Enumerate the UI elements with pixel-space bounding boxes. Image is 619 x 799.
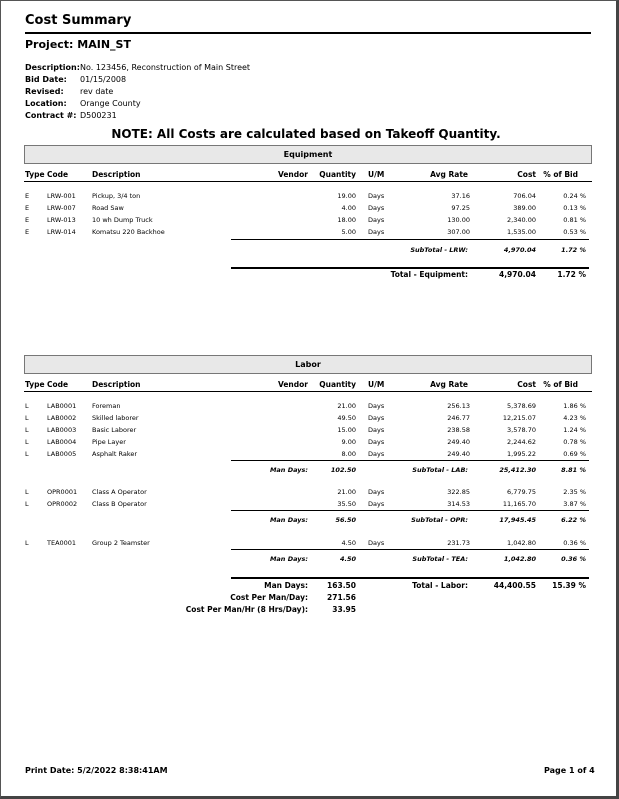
equipment-row-description: Road Saw [92, 204, 124, 212]
labor-man-days-value: 4.50 [339, 555, 356, 563]
report-title: Cost Summary [25, 13, 132, 28]
labor-total-label: Total - Labor: [412, 581, 468, 590]
labor-row-code: LAB0005 [47, 450, 77, 458]
labor-subtotal-rule [231, 460, 589, 461]
labor-man-days-label: Man Days: [269, 466, 308, 474]
labor-row-type: L [25, 500, 29, 508]
labor-subtotal-cost: 25,412.30 [499, 466, 536, 474]
labor-total-rule [231, 577, 589, 579]
equipment-subtotal-label: SubTotal - LRW: [410, 246, 468, 254]
equipment-col-quantity: Quantity [319, 170, 356, 179]
labor-row-avg-rate: 249.40 [447, 450, 470, 458]
equipment-row-code: LRW-013 [47, 216, 76, 224]
labor-row-type: L [25, 438, 29, 446]
labor-row-type: L [25, 414, 29, 422]
labor-row-quantity: 21.00 [337, 488, 356, 496]
labor-subtotal-label: SubTotal - TEA: [412, 555, 468, 563]
equipment-row-avg-rate: 130.00 [447, 216, 470, 224]
equipment-col-avg-rate: Avg Rate [430, 170, 468, 179]
labor-col-type: Type [25, 380, 45, 389]
labor-row-description: Class A Operator [92, 488, 147, 496]
page-number: Page 1 of 4 [544, 766, 595, 775]
labor-col-pct-bid: % of Bid [543, 380, 578, 389]
labor-man-days-label: Man Days: [269, 555, 308, 563]
labor-col-avg-rate: Avg Rate [430, 380, 468, 389]
equipment-row-pct: 0.53 % [563, 228, 586, 236]
labor-subtotal-rule [231, 510, 589, 511]
info-label: Contract #: [25, 111, 77, 120]
labor-row-description: Foreman [92, 402, 121, 410]
labor-subtotal-pct: 0.36 % [561, 555, 586, 563]
labor-row-um: Days [368, 500, 385, 508]
labor-row-code: OPR0001 [47, 488, 78, 496]
info-label: Description: [25, 63, 80, 72]
equipment-total-label: Total - Equipment: [390, 270, 468, 279]
labor-subtotal-cost: 1,042.80 [503, 555, 536, 563]
equipment-row-avg-rate: 37.16 [451, 192, 470, 200]
labor-row-type: L [25, 488, 29, 496]
equipment-subtotal-pct: 1.72 % [561, 246, 586, 254]
labor-row-quantity: 15.00 [337, 426, 356, 434]
labor-subtotal-rule [231, 549, 589, 550]
labor-row-cost: 11,165.70 [502, 500, 536, 508]
equipment-row-type: E [25, 204, 30, 212]
equipment-subtotal-cost: 4,970.04 [503, 246, 536, 254]
labor-man-days-label: Man Days: [269, 516, 308, 524]
equipment-col-um: U/M [368, 170, 385, 179]
project-name: Project: MAIN_ST [25, 38, 131, 51]
equipment-row-quantity: 18.00 [337, 216, 356, 224]
labor-row-cost: 5,378.69 [507, 402, 536, 410]
labor-row-description: Asphalt Raker [92, 450, 138, 458]
labor-row-pct: 1.24 % [563, 426, 586, 434]
equipment-total-cost: 4,970.04 [498, 270, 536, 279]
labor-subtotal-pct: 6.22 % [561, 516, 586, 524]
labor-row-type: L [25, 426, 29, 434]
labor-row-pct: 0.69 % [563, 450, 586, 458]
labor-row-avg-rate: 249.40 [447, 438, 470, 446]
labor-row-um: Days [368, 488, 385, 496]
labor-cost-per-day-label: Cost Per Man/Day: [230, 593, 308, 602]
labor-row-avg-rate: 231.73 [447, 539, 470, 547]
equipment-subtotal-rule [231, 239, 589, 240]
equipment-col-type: Type [25, 170, 45, 179]
labor-row-quantity: 35.50 [337, 500, 356, 508]
labor-row-quantity: 21.00 [337, 402, 356, 410]
labor-total-pct: 15.39 % [552, 581, 586, 590]
labor-row-avg-rate: 322.85 [447, 488, 470, 496]
labor-row-cost: 6,779.75 [507, 488, 536, 496]
labor-row-um: Days [368, 539, 385, 547]
labor-cost-per-hr: 33.95 [332, 605, 356, 614]
equipment-header-rule [24, 181, 592, 182]
labor-row-um: Days [368, 450, 385, 458]
info-label: Bid Date: [25, 75, 67, 84]
labor-row-code: OPR0002 [47, 500, 78, 508]
info-value: rev date [80, 87, 114, 96]
labor-row-um: Days [368, 438, 385, 446]
labor-row-quantity: 8.00 [341, 450, 356, 458]
equipment-row-pct: 0.24 % [563, 192, 586, 200]
labor-row-type: L [25, 450, 29, 458]
labor-header-rule [24, 391, 592, 392]
labor-row-um: Days [368, 426, 385, 434]
labor-subtotal-label: SubTotal - LAB: [412, 466, 468, 474]
labor-section-header: Labor [24, 355, 592, 374]
equipment-row-description: Komatsu 220 Backhoe [92, 228, 165, 236]
labor-subtotal-label: SubTotal - OPR: [411, 516, 468, 524]
labor-row-pct: 1.86 % [563, 402, 586, 410]
equipment-row-um: Days [368, 204, 385, 212]
labor-row-pct: 3.87 % [563, 500, 586, 508]
equipment-section-header: Equipment [24, 145, 592, 164]
info-value: Orange County [80, 99, 141, 108]
labor-row-description: Skilled laborer [92, 414, 139, 422]
equipment-col-pct-bid: % of Bid [543, 170, 578, 179]
equipment-row-avg-rate: 307.00 [447, 228, 470, 236]
labor-row-avg-rate: 238.58 [447, 426, 470, 434]
equipment-row-um: Days [368, 216, 385, 224]
equipment-row-description: 10 wh Dump Truck [92, 216, 153, 224]
equipment-row-type: E [25, 216, 30, 224]
title-divider [25, 32, 591, 34]
equipment-row-quantity: 5.00 [341, 228, 356, 236]
labor-col-vendor: Vendor [277, 380, 308, 389]
labor-cost-per-hr-label: Cost Per Man/Hr (8 Hrs/Day): [185, 605, 308, 614]
labor-row-pct: 0.36 % [563, 539, 586, 547]
info-label: Location: [25, 99, 67, 108]
labor-subtotal-pct: 8.81 % [561, 466, 586, 474]
labor-col-quantity: Quantity [319, 380, 356, 389]
labor-row-quantity: 9.00 [341, 438, 356, 446]
labor-row-cost: 12,215.07 [502, 414, 536, 422]
labor-row-um: Days [368, 402, 385, 410]
equipment-row-code: LRW-007 [47, 204, 76, 212]
labor-subtotal-cost: 17,945.45 [499, 516, 536, 524]
equipment-row-pct: 0.81 % [563, 216, 586, 224]
labor-row-pct: 2.35 % [563, 488, 586, 496]
labor-row-pct: 4.23 % [563, 414, 586, 422]
equipment-row-code: LRW-014 [47, 228, 76, 236]
labor-col-cost: Cost [517, 380, 536, 389]
equipment-row-pct: 0.13 % [563, 204, 586, 212]
labor-col-um: U/M [368, 380, 385, 389]
equipment-total-rule [231, 267, 589, 269]
labor-row-avg-rate: 246.77 [447, 414, 470, 422]
equipment-row-cost: 2,340.00 [507, 216, 536, 224]
labor-row-description: Group 2 Teamster [92, 539, 150, 547]
labor-row-avg-rate: 314.53 [447, 500, 470, 508]
labor-row-code: TEA0001 [47, 539, 77, 547]
equipment-col-code: Code [47, 170, 69, 179]
equipment-col-cost: Cost [517, 170, 536, 179]
labor-row-code: LAB0002 [47, 414, 77, 422]
equipment-col-description: Description [92, 170, 141, 179]
equipment-row-type: E [25, 192, 30, 200]
equipment-row-avg-rate: 97.25 [451, 204, 470, 212]
equipment-row-description: Pickup, 3/4 ton [92, 192, 141, 200]
labor-row-cost: 1,042.80 [507, 539, 536, 547]
equipment-row-type: E [25, 228, 30, 236]
labor-row-cost: 3,578.70 [507, 426, 536, 434]
equipment-row-um: Days [368, 228, 385, 236]
info-label: Revised: [25, 87, 64, 96]
equipment-row-code: LRW-001 [47, 192, 76, 200]
info-value: No. 123456, Reconstruction of Main Street [80, 63, 251, 72]
labor-row-type: L [25, 402, 29, 410]
labor-row-quantity: 49.50 [337, 414, 356, 422]
labor-man-days-value: 102.50 [330, 466, 356, 474]
labor-total-man-days-label: Man Days: [264, 581, 308, 590]
labor-man-days-value: 56.50 [335, 516, 356, 524]
info-value: D500231 [80, 111, 117, 120]
print-date: Print Date: 5/2/2022 8:38:41AM [25, 766, 168, 775]
labor-row-quantity: 4.50 [341, 539, 356, 547]
info-value: 01/15/2008 [80, 75, 127, 84]
labor-total-man-days: 163.50 [327, 581, 356, 590]
labor-row-um: Days [368, 414, 385, 422]
equipment-row-cost: 389.00 [513, 204, 536, 212]
labor-row-description: Basic Laborer [92, 426, 137, 434]
labor-row-description: Class B Operator [92, 500, 147, 508]
labor-total-cost: 44,400.55 [493, 581, 536, 590]
labor-row-cost: 2,244.62 [507, 438, 536, 446]
labor-row-code: LAB0004 [47, 438, 77, 446]
equipment-col-vendor: Vendor [277, 170, 308, 179]
labor-row-type: L [25, 539, 29, 547]
takeoff-note: NOTE: All Costs are calculated based on Takeoff Quantity. [111, 127, 501, 141]
labor-row-cost: 1,995.22 [507, 450, 536, 458]
equipment-row-cost: 706.04 [513, 192, 536, 200]
equipment-row-um: Days [368, 192, 385, 200]
labor-cost-per-day: 271.56 [327, 593, 356, 602]
labor-row-description: Pipe Layer [92, 438, 126, 446]
labor-col-code: Code [47, 380, 69, 389]
equipment-row-cost: 1,535.00 [507, 228, 536, 236]
labor-row-avg-rate: 256.13 [447, 402, 470, 410]
equipment-row-quantity: 4.00 [341, 204, 356, 212]
labor-col-description: Description [92, 380, 141, 389]
equipment-row-quantity: 19.00 [337, 192, 356, 200]
equipment-total-pct: 1.72 % [557, 270, 586, 279]
labor-row-pct: 0.78 % [563, 438, 586, 446]
labor-row-code: LAB0001 [47, 402, 77, 410]
labor-row-code: LAB0003 [47, 426, 77, 434]
